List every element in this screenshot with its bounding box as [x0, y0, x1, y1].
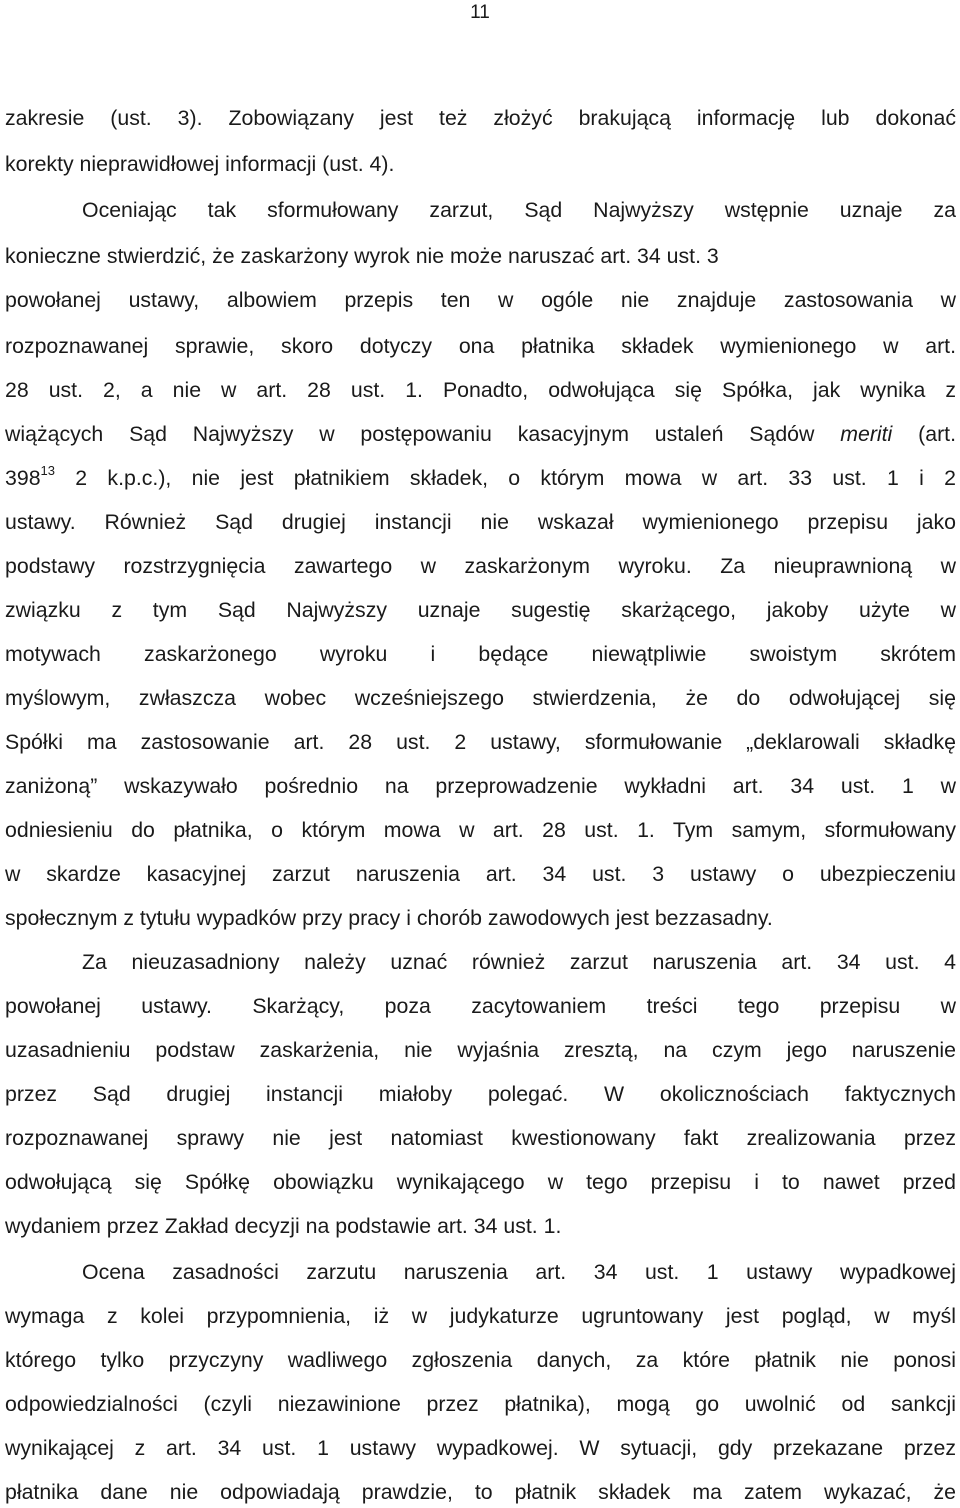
text-run: 398 [5, 466, 41, 490]
text-line: odwołującą się Spółkę obowiązku wynikającego w tego przepisu i to nawet przed [5, 1170, 956, 1194]
text-line: ustawy. Również Sąd drugiej instancji nie wskazał wymienionego przepisu jako [5, 510, 956, 534]
text-line: Spółki ma zastosowanie art. 28 ust. 2 ustawy, sformułowanie „deklarowali składkę [5, 730, 956, 754]
text-run: wiążących Sąd Najwyższy w postępowaniu kasacyjnym ustaleń Sądów [5, 422, 841, 446]
text-line [5, 464, 956, 492]
text-line: odniesieniu do płatnika, o którym mowa w art. 28 ust. 1. Tym samym, sformułowany [5, 818, 956, 842]
text-line: uzasadnieniu podstaw zaskarżenia, nie wyjaśnia zresztą, na czym jego naruszenie [5, 1038, 956, 1062]
text-line: podstawy rozstrzygnięcia zawartego w zaskarżonym wyroku. Za nieuprawnioną w [5, 554, 956, 578]
text-line: którego tylko przyczyny wadliwego zgłoszenia danych, za które płatnik nie ponosi [5, 1348, 956, 1372]
text-line: powołanej ustawy. Skarżący, poza zacytowaniem treści tego przepisu w [5, 994, 956, 1018]
text-line: odpowiedzialności (czyli niezawinione przez płatnika), mogą go uwolnić od sankcji [5, 1392, 956, 1416]
text-line: wynikającej z art. 34 ust. 1 ustawy wypadkowej. W sytuacji, gdy przekazane przez [5, 1436, 956, 1460]
text-line: wydaniem przez Zakład decyzji na podstawie art. 34 ust. 1. [5, 1214, 562, 1238]
text-line: motywach zaskarżonego wyroku i będące niewątpliwie swoistym skrótem [5, 642, 956, 666]
text-line: przez Sąd drugiej instancji miałoby polegać. W okolicznościach faktycznych [5, 1082, 956, 1106]
text-line: rozpoznawanej sprawy nie jest natomiast kwestionowany fakt zrealizowania przez [5, 1126, 956, 1150]
text-line: korekty nieprawidłowej informacji (ust. 4). [5, 152, 395, 176]
text-line: myślowym, zwłaszcza wobec wcześniejszego stwierdzenia, że do odwołującej się [5, 686, 956, 710]
text-line: rozpoznawanej sprawie, skoro dotyczy ona płatnika składek wymienionego w art. [5, 334, 956, 358]
text-line: związku z tym Sąd Najwyższy uznaje sugestię skarżącego, jakoby użyte w [5, 598, 956, 622]
text-run: (art. [892, 422, 956, 446]
text-line [5, 420, 956, 448]
text-line: Oceniając tak sformułowany zarzut, Sąd Najwyższy wstępnie uznaje za [82, 198, 956, 222]
italic-term: meriti [840, 422, 893, 446]
text-line: wymaga z kolei przypomnienia, iż w judykaturze ugruntowany jest pogląd, w myśl [5, 1304, 956, 1328]
text-line: zaniżoną” wskazywało pośrednio na przeprowadzenie wykładni art. 34 ust. 1 w [5, 774, 956, 798]
text-line: Za nieuzasadniony należy uznać również zarzut naruszenia art. 34 ust. 4 [82, 950, 956, 974]
text-line: płatnika dane nie odpowiadają prawdzie, to płatnik składek ma zatem wykazać, że [5, 1480, 956, 1504]
text-line: konieczne stwierdzić, że zaskarżony wyrok nie może naruszać art. 34 ust. 3 [5, 244, 719, 268]
text-line: w skardze kasacyjnej zarzut naruszenia art. 34 ust. 3 ustawy o ubezpieczeniu [5, 862, 956, 886]
text-line: 28 ust. 2, a nie w art. 28 ust. 1. Ponadto, odwołująca się Spółka, jak wynika z [5, 378, 956, 402]
text-line: powołanej ustawy, albowiem przepis ten w ogóle nie znajduje zastosowania w [5, 288, 956, 312]
text-line: społecznym z tytułu wypadków przy pracy i chorób zawodowych jest bezzasadny. [5, 906, 773, 930]
text-run: 2 k.p.c.), nie jest płatnikiem składek, o którym mowa w art. 33 ust. 1 i 2 [55, 466, 956, 490]
text-line: Ocena zasadności zarzutu naruszenia art. 34 ust. 1 ustawy wypadkowej [82, 1260, 956, 1284]
text-line: zakresie (ust. 3). Zobowiązany jest też złożyć brakującą informację lub dokonać [5, 106, 956, 130]
page-number: 11 [470, 2, 490, 23]
superscript: 13 [40, 462, 56, 478]
